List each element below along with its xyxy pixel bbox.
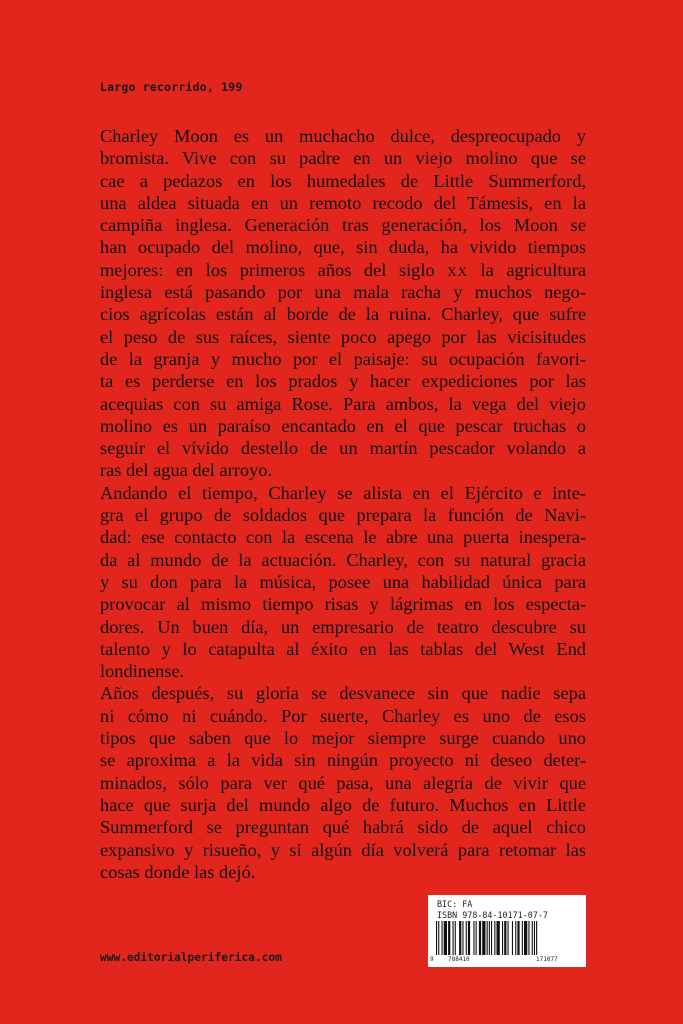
blurb-paragraph <box>100 125 586 482</box>
barcode-bar <box>532 921 533 955</box>
barcode-bar <box>479 921 481 955</box>
barcode-bar <box>459 921 461 955</box>
barcode-bar <box>438 921 439 955</box>
blurb-line: da al mundo de la actuación. Charley, con su natural gracia <box>100 549 586 570</box>
barcode-bar <box>508 921 509 955</box>
blurb-line: una aldea situada en un remoto recodo del Támesis, en la <box>100 192 586 213</box>
ean-lead-digit: 9 <box>430 956 434 963</box>
barcode-bar <box>517 921 519 955</box>
barcode-bar <box>442 921 443 955</box>
century-roman-numeral: xx <box>447 259 468 280</box>
publisher-website: www.editorialperiferica.com <box>100 951 282 964</box>
blurb-line: dad: ese contacto con la escena le abre una puerta inespera- <box>100 527 586 548</box>
barcode-bar <box>524 921 527 955</box>
blurb-line: provocar al mismo tiempo risas y lágrimas en los especta- <box>100 594 586 615</box>
barcode-bar <box>487 921 488 955</box>
blurb-line: el peso de sus raíces, siente poco apego por las vicisitudes <box>100 326 586 347</box>
bic-code: BIC: FA <box>437 899 473 909</box>
series-label: Largo recorrido, 199 <box>100 80 243 94</box>
barcode-bar <box>489 921 490 955</box>
barcode-bar <box>497 921 500 955</box>
barcode-bar <box>534 921 535 955</box>
barcode-label <box>428 895 586 967</box>
barcode-bar <box>455 921 456 955</box>
blurb-line: y su don para la música, posee una habilidad única para <box>100 571 586 592</box>
barcode-bar <box>444 921 447 955</box>
barcode-bar <box>494 921 495 955</box>
barcode-bar <box>502 921 503 955</box>
blurb-paragraph <box>100 482 586 683</box>
blurb-line: expansivo y risueño, y si algún día volverá para retomar las <box>100 839 586 860</box>
blurb-line: ni cómo ni cuándo. Por suerte, Charley es uno de esos <box>100 705 586 726</box>
blurb-line: dores. Un buen día, un empresario de teatro descubre su <box>100 616 586 637</box>
ean-right-digits: 171077 <box>536 956 558 963</box>
blurb-line: hace que surja del mundo algo de futuro. Muchos en Little <box>100 794 586 815</box>
blurb-line: de la granja y mucho por el paisaje: su ocupación favori- <box>100 348 586 369</box>
ean-left-digits: 788410 <box>448 956 470 963</box>
barcode-bar <box>468 921 470 955</box>
barcode-bar <box>462 921 463 955</box>
barcode-bar <box>522 921 523 955</box>
blurb-line: seguir el vívido destello de un martín pescador volando a <box>100 438 586 459</box>
isbn-number: ISBN 978-84-10171-07-7 <box>437 910 548 920</box>
barcode-icon <box>436 921 578 955</box>
barcode-bar <box>466 921 467 955</box>
blurb-line: ta es perderse en los prados y hacer expediciones por las <box>100 371 586 392</box>
barcode-bar <box>528 921 529 955</box>
barcode-bar <box>476 921 477 955</box>
blurb-line: acequias con su amiga Rose. Para ambos, la vega del viejo <box>100 393 586 414</box>
blurb-line: gra el grupo de soldados que prepara la función de Navi- <box>100 505 586 526</box>
back-cover-blurb <box>100 125 586 883</box>
blurb-line: campiña inglesa. Generación tras generación, los Moon se <box>100 215 586 236</box>
blurb-line: minados, sólo para ver qué pasa, una alegría de vivir que <box>100 772 586 793</box>
barcode-bar <box>491 921 492 955</box>
blurb-line: bromista. Vive con su padre en un viejo molino que se <box>100 148 586 169</box>
barcode-bar <box>453 921 454 955</box>
blurb-line: molino es un paraíso encantado en el que pescar truchas o <box>100 415 586 436</box>
blurb-line: cios agrícolas están al borde de la ruina. Charley, que sufre <box>100 304 586 325</box>
barcode-bar <box>504 921 506 955</box>
blurb-line: cosas donde las dejó. <box>100 861 256 882</box>
blurb-line: talento y lo catapulta al éxito en las tablas del West End <box>100 638 586 659</box>
barcode-bar <box>515 921 516 955</box>
blurb-line: Summerford se preguntan qué habrá sido de aquel chico <box>100 817 586 838</box>
blurb-line: ras del agua del arroyo. <box>100 460 273 481</box>
blurb-line: londinense. <box>100 661 185 682</box>
barcode-bar <box>482 921 485 955</box>
blurb-line: cae a pedazos en los humedales de Little Summerford, <box>100 170 586 191</box>
blurb-line: Charley Moon es un muchacho dulce, despreocupado y <box>100 126 586 146</box>
barcode-bar <box>512 921 513 955</box>
blurb-line: Andando el tiempo, Charley se alista en el Ejército e inte- <box>100 482 586 503</box>
barcode-bar <box>536 921 537 955</box>
barcode-bar <box>473 921 474 955</box>
blurb-line: Años después, su gloria se desvanece sin que nadie sepa <box>100 683 586 704</box>
barcode-bar <box>448 921 450 955</box>
barcode-bar <box>436 921 437 955</box>
blurb-line: mejores: en los primeros años del siglo xx la agricultura <box>100 259 586 280</box>
blurb-line: se aproxima a la vida sin ningún proyecto ni deseo deter- <box>100 750 586 771</box>
blurb-line: tipos que saben que lo mejor siempre surge cuando uno <box>100 728 586 749</box>
blurb-line: han ocupado del molino, que, sin duda, ha vivido tiempos <box>100 237 586 258</box>
blurb-paragraph <box>100 682 586 883</box>
blurb-line: inglesa está pasando por una mala racha y muchos nego- <box>100 282 586 303</box>
